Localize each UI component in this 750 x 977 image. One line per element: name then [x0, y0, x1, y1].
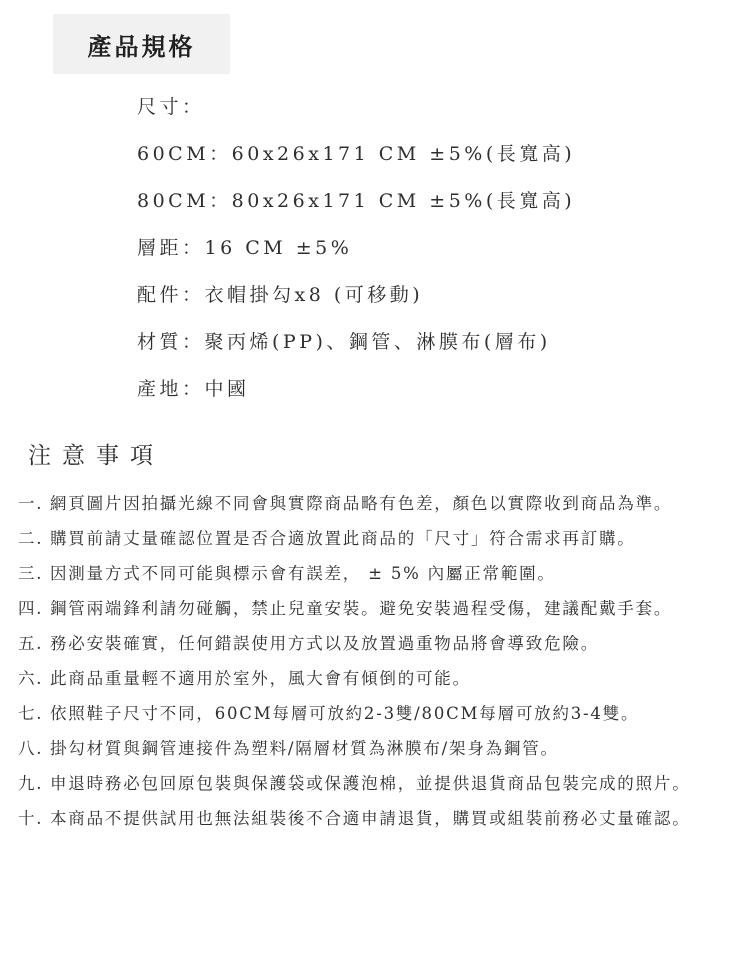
- note-number: 六.: [18, 669, 44, 688]
- note-item: [18, 556, 740, 591]
- note-item: [18, 731, 740, 766]
- note-number: 三.: [18, 564, 44, 583]
- note-item: [18, 591, 740, 626]
- note-text: 此商品重量輕不適用於室外，風大會有傾倒的可能。: [50, 669, 471, 688]
- spec-list: [137, 92, 575, 421]
- spec-shelf-spacing: 層距：16 CM ±5%: [137, 237, 353, 259]
- note-text: 掛勾材質與鋼管連接件為塑料/隔層材質為淋膜布/架身為鋼管。: [50, 739, 559, 758]
- note-number: 二.: [18, 529, 44, 548]
- note-item: [18, 521, 740, 556]
- spec-size-80cm: 80CM：80x26x171 CM ±5%(長寬高): [137, 190, 576, 212]
- notes-heading: 注意事項: [28, 443, 164, 469]
- note-number: 七.: [18, 704, 44, 723]
- note-number: 四.: [18, 599, 44, 618]
- note-item: [18, 661, 740, 696]
- note-item: [18, 696, 740, 731]
- note-number: 八.: [18, 739, 44, 758]
- note-text: 本商品不提供試用也無法組裝後不合適申請退貨，購買或組裝前務必丈量確認。: [50, 809, 691, 828]
- spec-material: 材質：聚丙烯(PP)、鋼管、淋膜布(層布): [137, 331, 551, 353]
- spec-heading: 產品規格: [53, 14, 230, 74]
- note-text: 申退時務必包回原包裝與保護袋或保護泡棉，並提供退貨商品包裝完成的照片。: [50, 774, 691, 793]
- spec-origin: 產地：中國: [137, 378, 250, 400]
- note-number: 九.: [18, 774, 44, 793]
- note-number: 十.: [18, 809, 44, 828]
- note-text: 務必安裝確實，任何錯誤使用方式以及放置過重物品將會導致危險。: [50, 634, 599, 653]
- note-item: [18, 801, 740, 836]
- note-number: 一.: [18, 494, 44, 513]
- note-text: 依照鞋子尺寸不同，60CM每層可放約2-3雙/80CM每層可放約3-4雙。: [50, 704, 640, 723]
- spec-size-60cm: 60CM：60x26x171 CM ±5%(長寬高): [137, 143, 576, 165]
- note-text: 鋼管兩端鋒利請勿碰觸，禁止兒童安裝。避免安裝過程受傷，建議配戴手套。: [50, 599, 673, 618]
- note-item: [18, 626, 740, 661]
- note-item: [18, 766, 740, 801]
- note-item: [18, 486, 740, 521]
- spec-size-label: 尺寸：: [137, 96, 205, 118]
- note-text: 網頁圖片因拍攝光線不同會與實際商品略有色差，顏色以實際收到商品為準。: [50, 494, 673, 513]
- note-text: 因測量方式不同可能與標示會有誤差， ± 5% 內屬正常範圍。: [50, 564, 556, 583]
- note-number: 五.: [18, 634, 44, 653]
- spec-accessories: 配件：衣帽掛勾x8 (可移動): [137, 284, 424, 306]
- note-text: 購買前請丈量確認位置是否合適放置此商品的「尺寸」符合需求再訂購。: [50, 529, 636, 548]
- notes-list: [18, 486, 740, 836]
